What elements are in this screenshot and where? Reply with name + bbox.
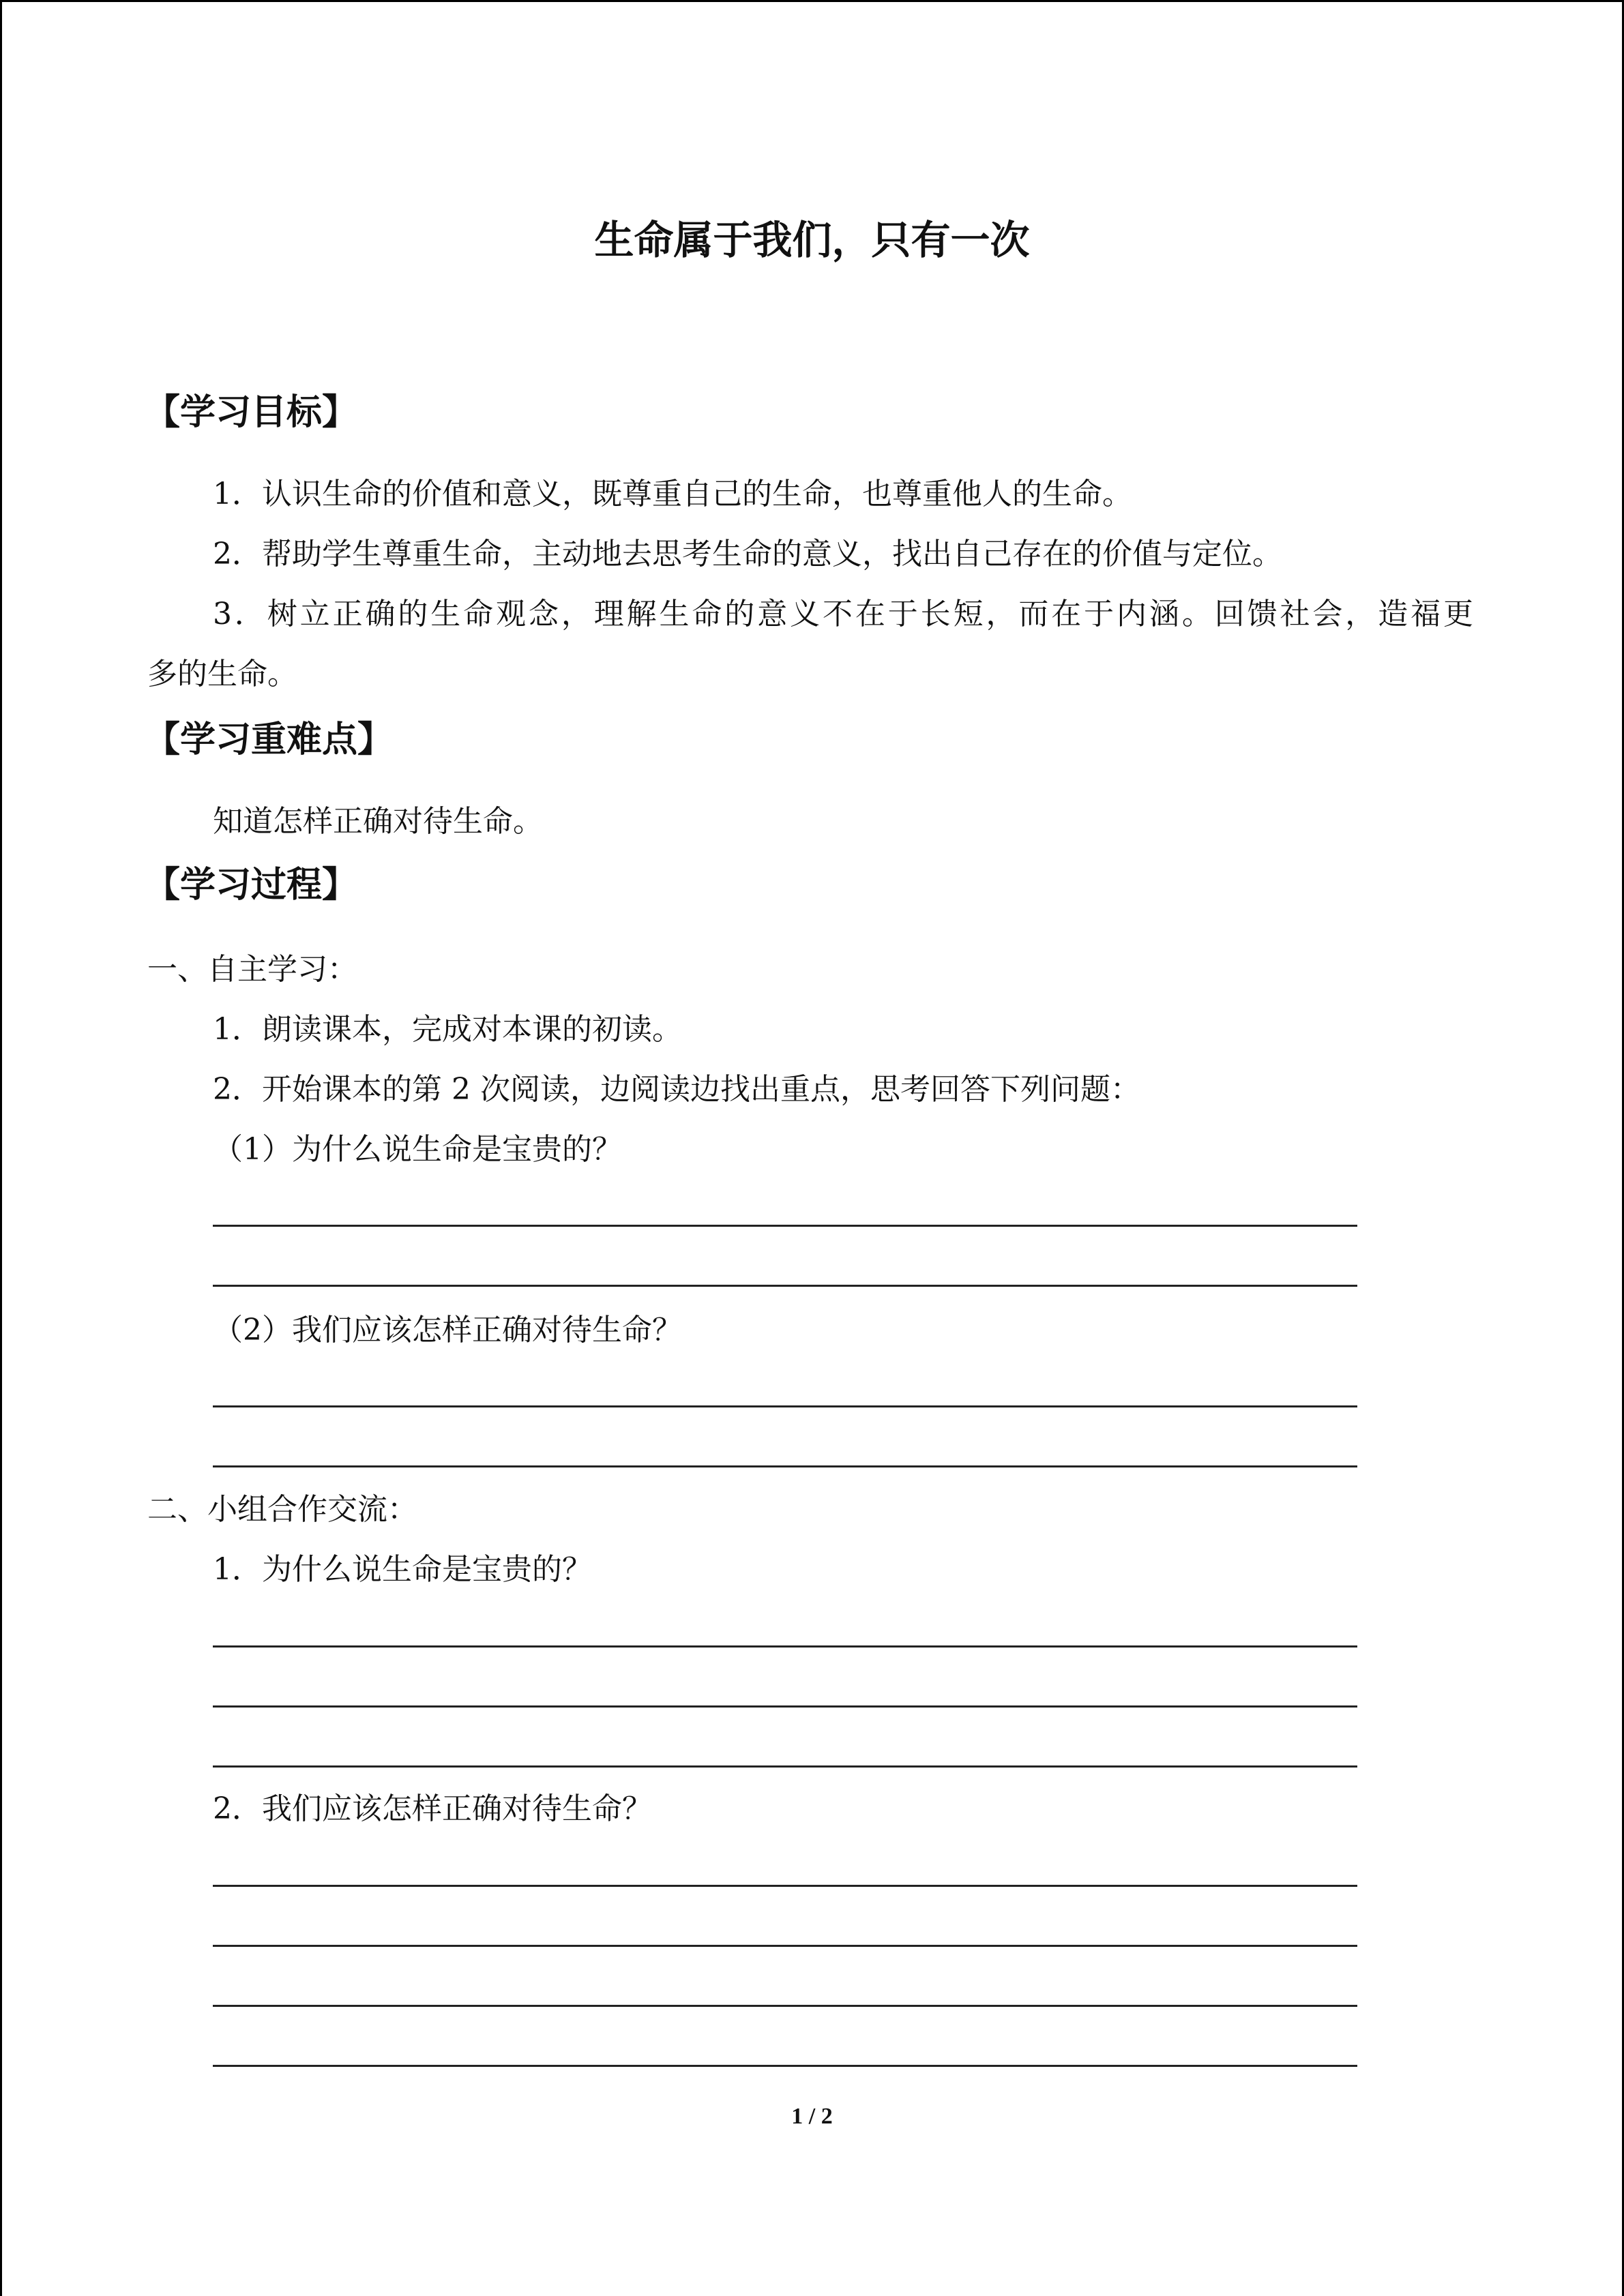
key-points-text: 知道怎样正确对待生命。 (213, 804, 543, 839)
part1-step-2: 2．开始课本的第 2 次阅读，边阅读边找出重点，思考回答下列问题： (213, 1072, 1140, 1107)
answer-line[interactable] (213, 1285, 1357, 1287)
section-heading-key-points: 【学习重难点】 (145, 719, 394, 760)
part2-heading: 二、小组合作交流： (147, 1492, 417, 1527)
answer-line[interactable] (213, 2065, 1357, 2067)
answer-line[interactable] (213, 1405, 1357, 1407)
section-heading-goals: 【学习目标】 (145, 392, 358, 433)
answer-line[interactable] (213, 1885, 1357, 1887)
answer-line[interactable] (213, 1945, 1357, 1947)
part2-question-2: 2．我们应该怎样正确对待生命？ (213, 1791, 652, 1826)
part1-heading: 一、自主学习： (147, 952, 357, 987)
page-title: 生命属于我们，只有一次 (594, 217, 1030, 263)
answer-line[interactable] (213, 1645, 1357, 1648)
answer-line[interactable] (213, 1465, 1357, 1467)
section-heading-process: 【学习过程】 (145, 865, 358, 906)
answer-line[interactable] (213, 2005, 1357, 2007)
part1-question-1: （1）为什么说生命是宝贵的？ (213, 1132, 622, 1167)
answer-line[interactable] (213, 1765, 1357, 1768)
goal-item-3-continued: 多的生命。 (147, 657, 297, 691)
part2-question-1: 1．为什么说生命是宝贵的？ (213, 1552, 592, 1587)
goal-item-1: 1．认识生命的价值和意义，既尊重自己的生命，也尊重他人的生命。 (213, 477, 1132, 511)
goal-item-2: 2．帮助学生尊重生命，主动地去思考生命的意义，找出自己存在的价值与定位。 (213, 537, 1282, 571)
answer-line[interactable] (213, 1225, 1357, 1227)
goal-item-3: 3．树立正确的生命观念，理解生命的意义不在于长短，而在于内涵。回馈社会，造福更 (213, 597, 1473, 631)
part1-question-2: （2）我们应该怎样正确对待生命？ (213, 1313, 682, 1347)
answer-line[interactable] (213, 1705, 1357, 1708)
page-number: 1 / 2 (791, 2104, 833, 2129)
part1-step-1: 1．朗读课本，完成对本课的初读。 (213, 1012, 682, 1047)
